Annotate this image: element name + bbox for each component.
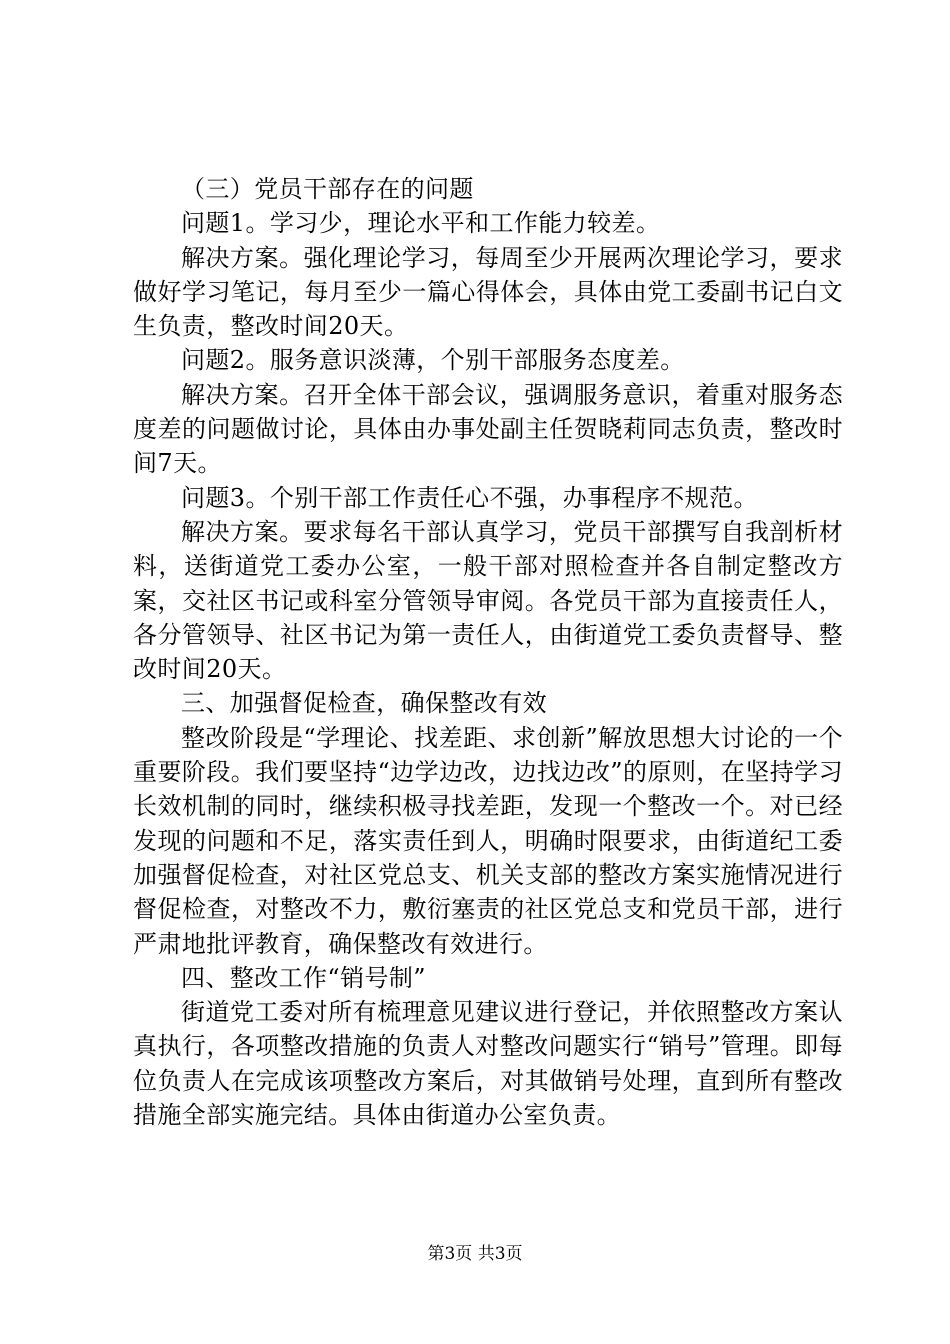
- section-heading-supervision: 三、加强督促检查，确保整改有效: [181, 689, 547, 718]
- section-heading-cancellation-system: 四、整改工作“销号制”: [181, 963, 426, 992]
- section-heading-party-cadre-issues: （三）党员干部存在的问题: [181, 175, 474, 203]
- solution-2: 解决方案。召开全体干部会议，强调服务意识，着重对服务态度差的问题做讨论，具体由办事处副主任贺晓莉同志负责，整改时间7天。: [133, 380, 843, 478]
- problem-1: 问题1。学习少，理论水平和工作能力较差。: [181, 209, 661, 238]
- problem-3: 问题3。个别干部工作责任心不强，办事程序不规范。: [181, 483, 758, 512]
- supervision-paragraph: 整改阶段是“学理论、找差距、求创新”解放思想大讨论的一个重要阶段。我们要坚持“边学边改，边找边改”的原则，在坚持学习长效机制的同时，继续积极寻找差距，发现一个整改一个。对已经发现的问题和不足，落实责任到人，明确时限要求，由街道纪工委加强督促检查，对社区党总支、机关支部的整改方案实施情况进行督促检查，对整改不力，敷衍塞责的社区党总支和党员干部，进行严肃地批评教育，确保整改有效进行。: [133, 723, 843, 958]
- cancellation-paragraph: 街道党工委对所有梳理意见建议进行登记，并依照整改方案认真执行，各项整改措施的负责人对整改问题实行“销号”管理。即每位负责人在完成该项整改方案后，对其做销号处理，直到所有整改措施全部实施完结。具体由街道办公室负责。: [133, 998, 843, 1130]
- page-footer: 第3页 共3页: [427, 1244, 523, 1264]
- document-body: [133, 172, 843, 1132]
- problem-2: 问题2。服务意识淡薄，个别干部服务态度差。: [181, 346, 685, 375]
- solution-3: 解决方案。要求每名干部认真学习，党员干部撰写自我剖析材料，送街道党工委办公室，一般干部对照检查并各自制定整改方案，交社区书记或科室分管领导审阅。各党员干部为直接责任人，各分管领导、社区书记为第一责任人，由街道党工委负责督导、整改时间20天。: [133, 517, 843, 684]
- solution-1: 解决方案。强化理论学习，每周至少开展两次理论学习，要求做好学习笔记，每月至少一篇心得体会，具体由党工委副书记白文生负责，整改时间20天。: [133, 243, 843, 341]
